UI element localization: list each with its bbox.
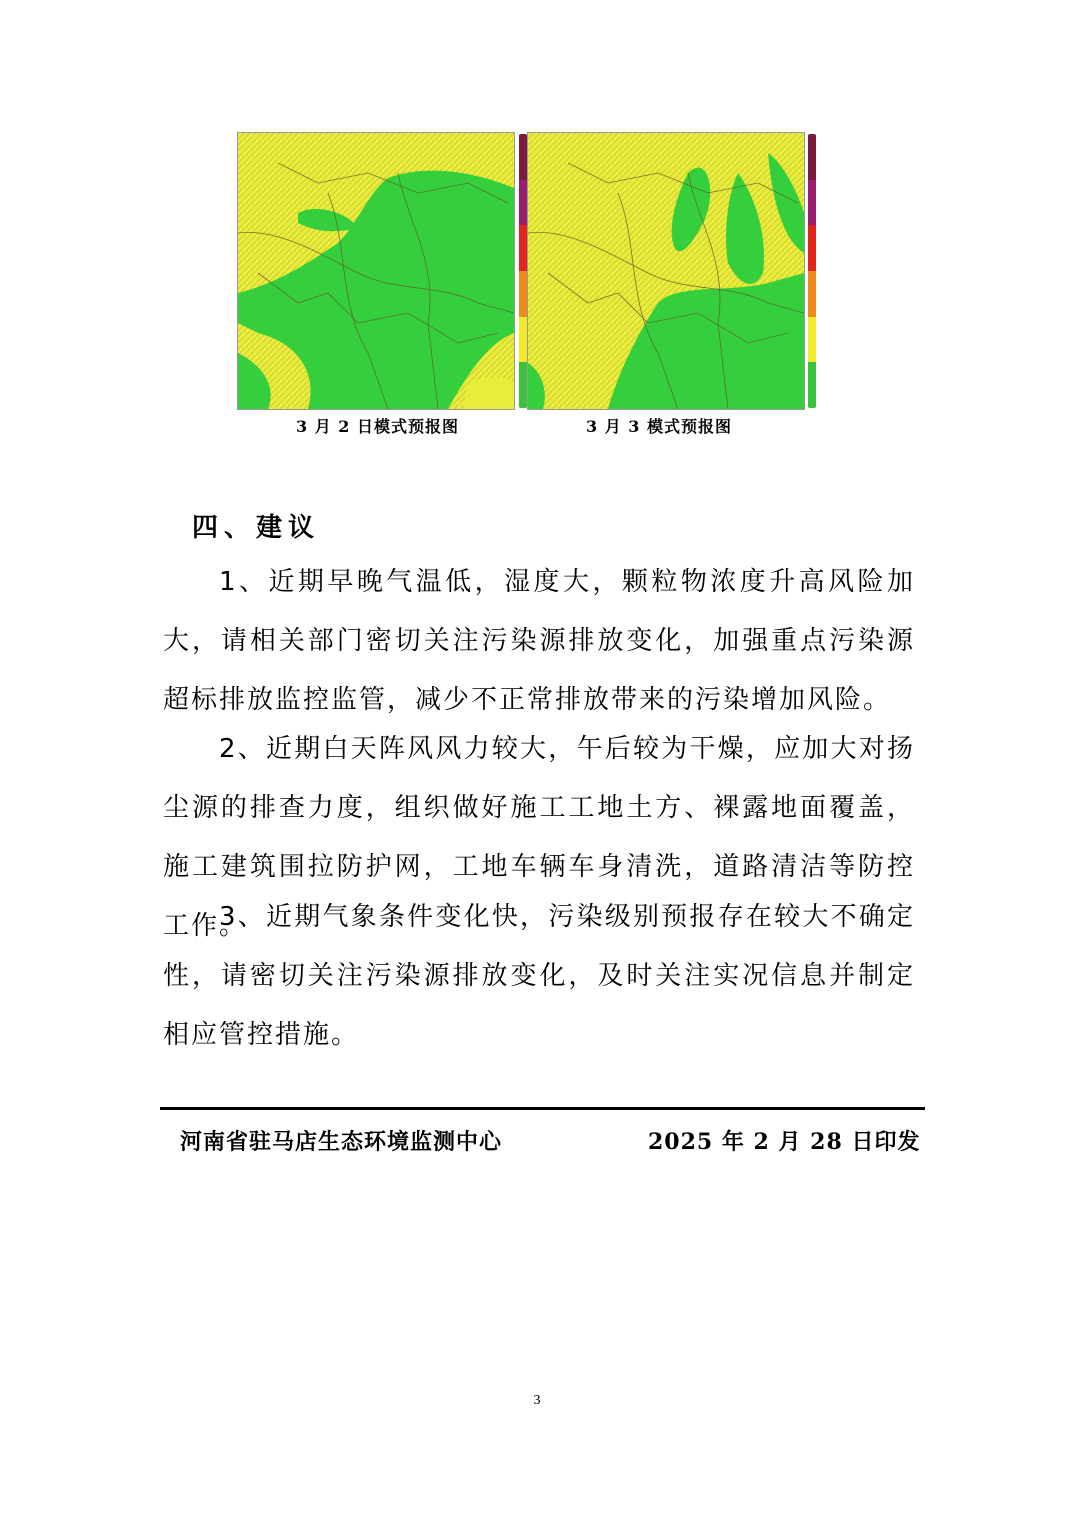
legend-swatch — [519, 362, 527, 408]
legend-swatch — [519, 317, 527, 363]
section-heading: 四、建议 — [192, 513, 321, 543]
recommendation-paragraph: 2、近期白天阵风风力较大，午后较为干燥，应加大对扬尘源的排查力度，组织做好施工工地土方、裸露地面覆盖，施工建筑围拉防护网，工地车辆车身清洗，道路清洁等防控工作。 — [163, 734, 915, 941]
legend-swatch — [808, 180, 816, 226]
issuing-organization: 河南省驻马店生态环境监测中心 — [180, 1130, 503, 1155]
forecast-map-march-3 — [527, 132, 805, 410]
legend-swatch — [808, 134, 816, 180]
forecast-figures — [237, 132, 817, 412]
legend-swatch — [519, 225, 527, 271]
figure-caption-left: 3 月 2 日模式预报图 — [296, 417, 459, 436]
color-scale-legend — [519, 134, 527, 408]
recommendation-paragraph: 3、近期气象条件变化快，污染级别预报存在较大不确定性，请密切关注污染源排放变化，及时关注实况信息并制定相应管控措施。 — [163, 902, 915, 1050]
footer-divider — [160, 1107, 925, 1110]
legend-swatch — [519, 271, 527, 317]
legend-swatch — [519, 180, 527, 226]
legend-swatch — [808, 225, 816, 271]
legend-swatch — [808, 362, 816, 408]
page-number: 3 — [533, 1393, 541, 1408]
legend-swatch — [519, 134, 527, 180]
legend-swatch — [808, 317, 816, 363]
recommendation-paragraph: 1、近期早晚气温低，湿度大，颗粒物浓度升高风险加大，请相关部门密切关注污染源排放变化，加强重点污染源超标排放监控监管，减少不正常排放带来的污染增加风险。 — [163, 567, 915, 715]
color-scale-legend — [808, 134, 816, 408]
figure-caption-right: 3 月 3 模式预报图 — [586, 417, 732, 436]
issue-date: 2025 年 2 月 28 日印发 — [648, 1129, 921, 1155]
forecast-map-march-2 — [237, 132, 515, 410]
legend-swatch — [808, 271, 816, 317]
